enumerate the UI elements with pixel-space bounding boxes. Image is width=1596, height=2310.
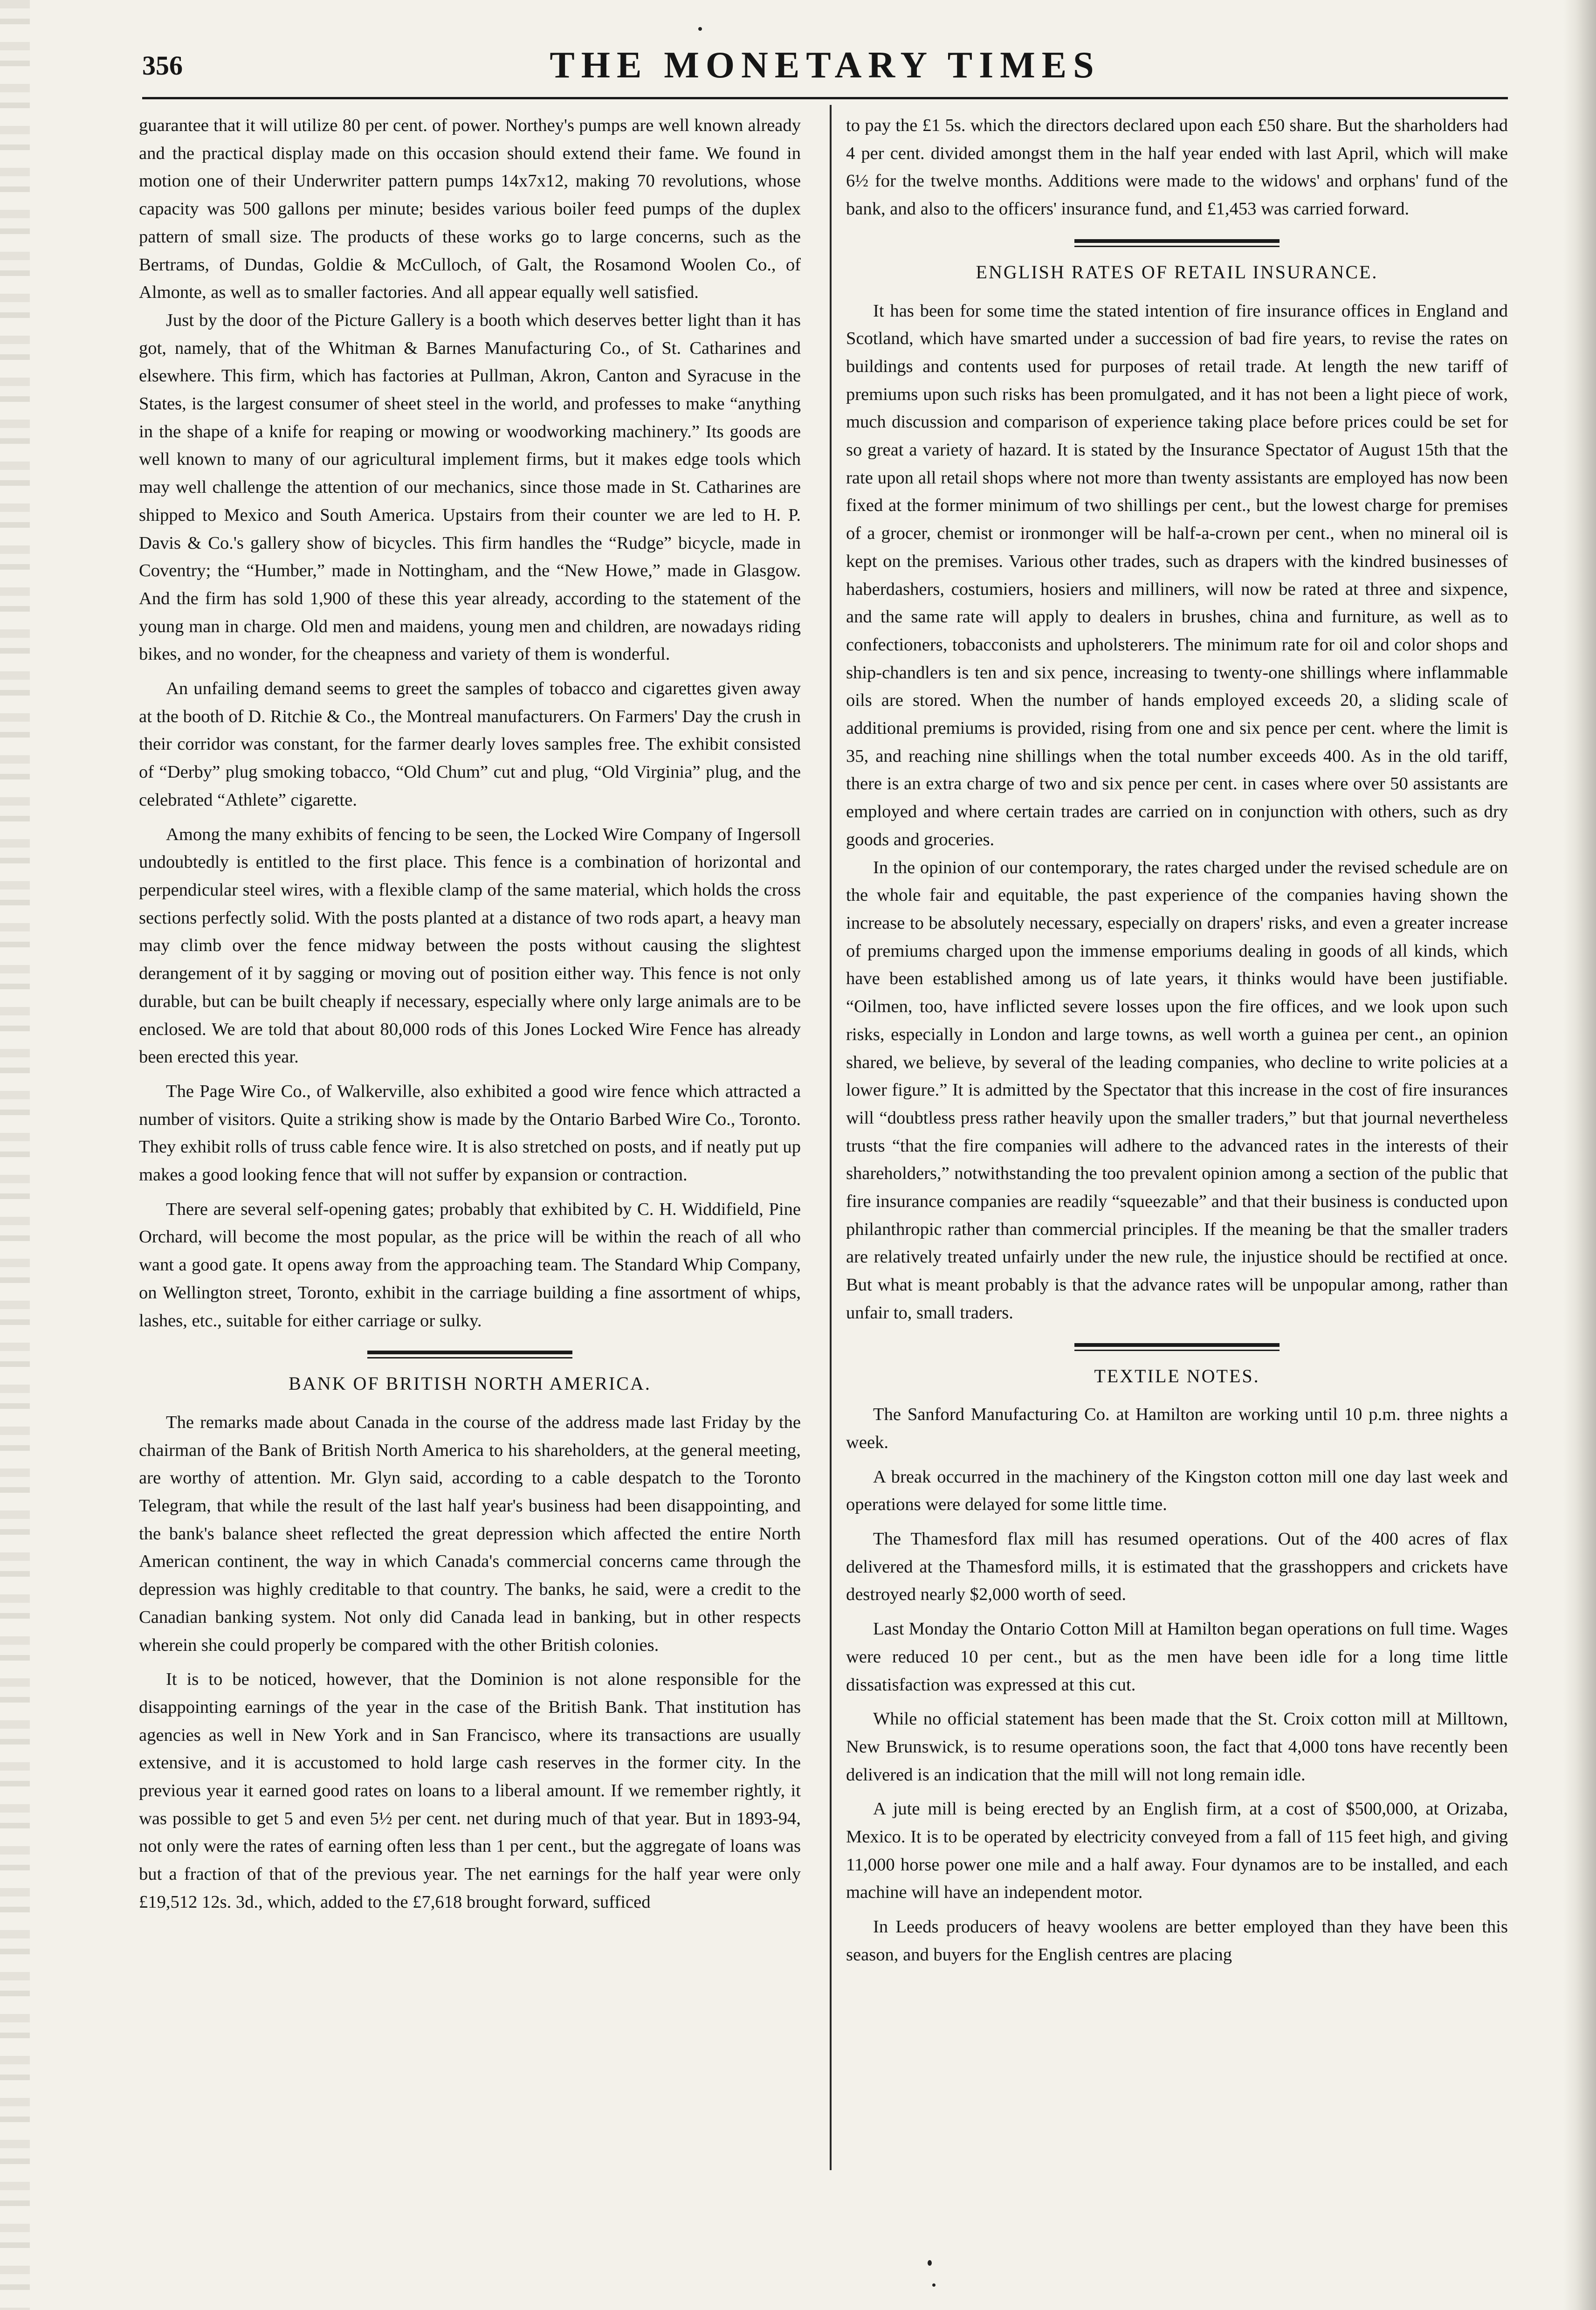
- textile-note: A jute mill is being erected by an English firm, at a cost of $500,000, at Orizaba, Mexico. It is to be operated by electricity conveyed from a fall of 115 feet high, and giving 11,000 horse power one mile and a half away. Four dynamos are to be installed, and each machine will have an independent motor.: [846, 1799, 1508, 1903]
- article-paragraph: Among the many exhibits of fencing to be seen, the Locked Wire Company of Ingersoll undoubtedly is entitled to the first place. This fence is a combination of horizontal and perpendicular steel wires, with a flexible clamp of the same material, which holds the cross sections perfectly solid. With the posts planted at a distance of two rods apart, a heavy man may climb over the fence midway between the posts without causing the slightest derangement of it by sagging or moving out of position either way. This fence is not only durable, but can be built cheaply if necessary, especially where only large animals are to be enclosed. We are told that about 80,000 rods of this Jones Locked Wire Fence has already been erected this year.: [139, 824, 801, 1067]
- article-paragraph: to pay the £1 5s. which the directors declared upon each £50 share. But the sharholders had 4 per cent. divided amongst them in the half year ended with last April, which will make 6½ for the twelve months. Additions were made to the widows' and orphans' fund of the bank, and also to the officers' insurance fund, and £1,453 was carried forward.: [846, 116, 1508, 219]
- article-paragraph: It has been for some time the stated intention of fire insurance offices in England and Scotland, which have smarted under a succession of bad fire years, to revise the rates on buildings and contents used for purposes of retail trade. At length the new tariff of premiums upon such risks has been promulgated, and it has not been a light piece of work, much discussion and comparison of experience taking place before prices could be set for so great a variety of hazard. It is stated by the Insurance Spectator of August 15th that the rate upon all retail shops where not more than twenty assistants are employed has now been fixed at the former minimum of two shillings per cent., but the lowest charge for premises of a grocer, chemist or ironmonger will be half-a-crown per cent., when no mineral oil is kept on the premises. Various other trades, such as drapers with the kindred businesses of haberdashers, costumiers, hosiers and milliners, will now be rated at three and sixpence, and the same rate will apply to dealers in brushes, china and furniture, as well as to confectioners, tobacconists and upholsterers. The minimum rate for oil and color shops and ship-chandlers is ten and six pence, increasing to twenty-one shillings where inflammable oils are stored. When the number of hands employed exceeds 20, a sliding scale of additional premiums is provided, rising from one and six pence per cent. where the limit is 35, and reaching nine shillings when the total number exceeds 400. As in the old tariff, there is an extra charge of two and six pence per cent. in cases where over 50 assistants are employed and where certain trades are carried on in conjunction with others, such as dry goods and groceries.: [846, 301, 1508, 849]
- section-title-textile: TEXTILE NOTES.: [1094, 1365, 1260, 1386]
- masthead-title: THE MONETARY TIMES: [550, 45, 1101, 86]
- page-header: [142, 44, 1508, 100]
- section-rule: [1074, 1343, 1280, 1351]
- ink-speck: [928, 2260, 932, 2266]
- article-paragraph: An unfailing demand seems to greet the samples of tobacco and cigarettes given away at the booth of D. Ritchie & Co., the Montreal manufacturers. On Farmers' Day the crush in their corridor was constant, for the farmer dearly loves samples free. The exhibit consisted of “Derby” plug smoking tobacco, “Old Chum” cut and plug, “Old Virginia” plug, and the celebrated “Athlete” cigarette.: [139, 679, 801, 810]
- article-paragraph: The Page Wire Co., of Walkerville, also exhibited a good wire fence which attracted a number of visitors. Quite a striking show is made by the Ontario Barbed Wire Co., Toronto. They exhibit rolls of truss cable fence wire. It is also stretched on posts, and if neatly put up makes a good looking fence that will not suffer by expansion or contraction.: [139, 1081, 801, 1185]
- textile-note: A break occurred in the machinery of the Kingston cotton mill one day last week and operations were delayed for some little time.: [846, 1467, 1508, 1515]
- scan-edge-right: [1563, 0, 1596, 2310]
- section-rule: [1074, 239, 1280, 247]
- right-column: [846, 112, 1508, 1969]
- article-paragraph: Just by the door of the Picture Gallery is a booth which deserves better light than it has got, namely, that of the Whitman & Barnes Manufacturing Co., of St. Catharines and elsewhere. This firm, which has factories at Pullman, Akron, Canton and Syracuse in the States, is the largest consumer of sheet steel in the world, and professes to make “anything in the shape of a knife for reaping or mowing or woodworking machinery.” Its goods are well known to many of our agricultural implement firms, but it makes edge tools which may well challenge the attention of our mechanics, since those made in St. Catharines are shipped to Mexico and South America. Upstairs from their counter we are led to H. P. Davis & Co.'s gallery show of bicycles. This firm handles the “Rudge” bicycle, made in Coventry; the “Humber,” made in Nottingham, and the “New Howe,” made in Glasgow. And the firm has sold 1,900 of these this year already, according to the statement of the young man in charge. Old men and maidens, young men and children, are nowadays riding bikes, and no wonder, for the cheapness and variety of them is wonderful.: [139, 310, 801, 664]
- article-paragraph: In the opinion of our contemporary, the rates charged under the revised schedule are on the whole fair and equitable, the past experience of the companies having shown the increase to be absolutely necessary, especially on drapers' risks, and even a greater increase of premiums charged upon the immense emporiums dealing in goods of all kinds, which have been established among us of late years, it thinks would have been justifiable. “Oilmen, too, have inflicted severe losses upon the fire offices, and we look upon such risks, especially in London and large towns, as well worth a guinea per cent., an opinion shared, we believe, by several of the leading companies, who decline to write policies at a lower figure.” It is admitted by the Spectator that this increase in the cost of fire insurances will “doubtless press rather heavily upon the smaller traders,” but that journal nevertheless trusts “that the fire companies will adhere to the advanced rates in the interests of their shareholders,” notwithstanding the too prevalent opinion among a section of the public that fire insurance companies are readily “squeezable” and that their business is conducted upon philanthropic rather than commercial principles. If the meaning be that the smaller traders are relatively treated unfairly under the new rule, the injustice should be rectified at once. But what is meant probably is that the advance rates will be unpopular among, rather than unfair to, small traders.: [846, 857, 1508, 1323]
- article-paragraph: It is to be noticed, however, that the Dominion is not alone responsible for the disappointing earnings of the year in the case of the British Bank. That institution has agencies as well in New York and in San Francisco, where its transactions are usually extensive, and it is accustomed to hold large cash reserves in the former city. In the previous year it earned good rates on loans to a liberal amount. If we remember rightly, it was possible to get 5 and even 5½ per cent. net during much of that year. But in 1893-94, not only were the rates of earning often less than 1 per cent., but the aggregate of loans was but a fraction of that of the previous year. The net earnings for the half year were only £19,512 12s. 3d., which, added to the £7,618 brought forward, sufficed: [139, 1669, 801, 1912]
- textile-note: Last Monday the Ontario Cotton Mill at Hamilton began operations on full time. Wages were reduced 10 per cent., but as the men have been idle for a long time little dissatisfaction was expressed at this cut.: [846, 1619, 1508, 1695]
- column-separator: [830, 105, 832, 2170]
- textile-note: While no official statement has been made that the St. Croix cotton mill at Milltown, New Brunswick, is to resume operations soon, the fact that 4,000 tons have recently been delivered is an indication that the mill will not long remain idle.: [846, 1709, 1508, 1785]
- section-title-insurance: ENGLISH RATES OF RETAIL INSURANCE.: [976, 261, 1378, 283]
- page-number: 356: [142, 50, 183, 81]
- left-column: [139, 112, 801, 1917]
- article-paragraph: There are several self-opening gates; probably that exhibited by C. H. Widdifield, Pine Orchard, will become the most popular, as the price will be within the reach of all who want a good gate. It opens away from the approaching team. The Standard Whip Company, on Wellington street, Toronto, exhibit in the carriage building a fine assortment of whips, lashes, etc., suitable for either carriage or sulky.: [139, 1199, 801, 1331]
- ink-speck: [932, 2283, 936, 2287]
- textile-note: The Sanford Manufacturing Co. at Hamilton are working until 10 p.m. three nights a week.: [846, 1405, 1508, 1452]
- textile-note: The Thamesford flax mill has resumed operations. Out of the 400 acres of flax delivered at the Thamesford mills, it is estimated that the grasshoppers and crickets have destroyed nearly $2,000 worth of seed.: [846, 1529, 1508, 1605]
- header-rule: [142, 97, 1508, 99]
- scan-edge-left: [0, 0, 30, 2310]
- section-title-bank: BANK OF BRITISH NORTH AMERICA.: [289, 1373, 651, 1394]
- ink-speck: [698, 27, 702, 31]
- article-paragraph: The remarks made about Canada in the course of the address made last Friday by the chairman of the Bank of British North America to his shareholders, at the general meeting, are worthy of attention. Mr. Glyn said, according to a cable despatch to the Toronto Telegram, that while the result of the last half year's business had been disappointing, and the bank's balance sheet reflected the great depression which affected the entire North American continent, the way in which Canada's commercial concerns came through the depression was highly creditable to that country. The banks, he said, were a credit to the Canadian banking system. Not only did Canada lead in banking, but in other respects wherein she could properly be compared with the other British colonies.: [139, 1412, 801, 1655]
- section-rule: [367, 1351, 572, 1358]
- textile-note: In Leeds producers of heavy woolens are better employed than they have been this season, and buyers for the English centres are placing: [846, 1917, 1508, 1965]
- article-paragraph: guarantee that it will utilize 80 per cent. of power. Northey's pumps are well known already and the practical display made on this occasion should extend their fame. We found in motion one of their Underwriter pattern pumps 14x7x12, making 70 revolutions, whose capacity was 500 gallons per minute; besides various boiler feed pumps of the duplex pattern of small size. The products of these works go to large concerns, such as the Bertrams, of Dundas, Goldie & McCulloch, of Galt, the Rosamond Woolen Co., of Almonte, as well as to smaller factories. And all appear equally well satisfied.: [139, 116, 801, 303]
